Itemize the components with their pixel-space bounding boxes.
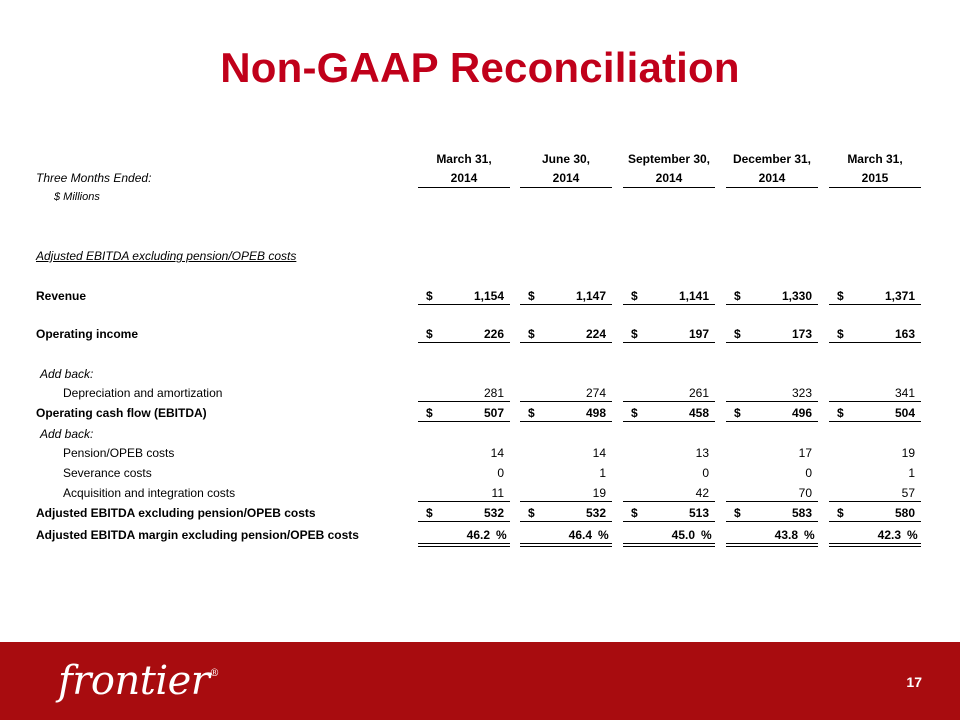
- column-header-line1: June 30,: [541, 152, 591, 166]
- cell-underline: [418, 304, 510, 305]
- table-cell: 57: [901, 486, 915, 500]
- cell-double-underline: [623, 543, 715, 547]
- table-cell: 261: [688, 386, 709, 400]
- currency-symbol: $: [631, 406, 638, 420]
- currency-symbol: $: [426, 406, 433, 420]
- percent-symbol: %: [598, 528, 609, 542]
- table-cell: 580: [894, 506, 915, 520]
- percent-symbol: %: [907, 528, 918, 542]
- currency-symbol: $: [528, 506, 535, 520]
- cell-underline: [623, 401, 715, 402]
- cell-double-underline: [829, 543, 921, 547]
- cell-underline: [829, 342, 921, 343]
- table-cell: 42.3: [877, 528, 901, 542]
- column-header-line1: March 31,: [436, 152, 492, 166]
- cell-double-underline: [520, 543, 612, 547]
- column-header-rule: [829, 187, 921, 188]
- percent-symbol: %: [496, 528, 507, 542]
- cell-double-underline: [726, 543, 818, 547]
- slide-title: Non-GAAP Reconciliation: [220, 44, 740, 91]
- column-header-line1: September 30,: [627, 152, 711, 166]
- cell-underline: [418, 401, 510, 402]
- cell-underline: [418, 421, 510, 422]
- margin-label: Adjusted EBITDA margin excluding pension/OPEB costs: [36, 528, 359, 542]
- table-cell: 226: [483, 327, 504, 341]
- table-cell: 14: [490, 446, 504, 460]
- table-cell: 46.2: [466, 528, 490, 542]
- table-cell: 13: [695, 446, 709, 460]
- table-cell: 45.0: [671, 528, 695, 542]
- currency-symbol: $: [528, 289, 535, 303]
- cell-underline: [726, 501, 818, 502]
- column-header-rule: [418, 187, 510, 188]
- table-cell: 274: [585, 386, 606, 400]
- table-cell: 341: [894, 386, 915, 400]
- cell-underline: [726, 421, 818, 422]
- cell-underline: [418, 501, 510, 502]
- currency-symbol: $: [837, 506, 844, 520]
- cell-underline: [829, 421, 921, 422]
- table-cell: 173: [791, 327, 812, 341]
- cell-underline: [829, 401, 921, 402]
- depreciation-label: Depreciation and amortization: [63, 386, 223, 400]
- cell-underline: [623, 501, 715, 502]
- currency-symbol: $: [734, 289, 741, 303]
- table-cell: 43.8: [774, 528, 798, 542]
- section-label: Adjusted EBITDA excluding pension/OPEB costs: [36, 249, 297, 263]
- cell-underline: [829, 501, 921, 502]
- table-cell: 0: [497, 466, 504, 480]
- currency-symbol: $: [837, 327, 844, 341]
- logo-text: frontier: [58, 658, 210, 704]
- currency-symbol: $: [426, 506, 433, 520]
- table-cell: 17: [798, 446, 812, 460]
- column-header-line2: 2014: [758, 171, 786, 185]
- units-label: $ Millions: [54, 191, 100, 203]
- adj-ebitda-label: Adjusted EBITDA excluding pension/OPEB costs: [36, 506, 316, 520]
- registered-mark: ®: [209, 668, 219, 679]
- currency-symbol: $: [528, 327, 535, 341]
- cell-double-underline: [418, 543, 510, 547]
- table-cell: 504: [894, 406, 915, 420]
- column-header-line1: December 31,: [732, 152, 812, 166]
- operating-income-label: Operating income: [36, 327, 139, 341]
- table-cell: 197: [688, 327, 709, 341]
- table-cell: 532: [585, 506, 606, 520]
- cell-underline: [623, 342, 715, 343]
- cell-underline: [418, 521, 510, 522]
- table-cell: 70: [798, 486, 812, 500]
- footer-bar: [0, 642, 960, 720]
- cell-underline: [623, 521, 715, 522]
- table-cell: 1,330: [781, 289, 812, 303]
- currency-symbol: $: [631, 327, 638, 341]
- table-cell: 11: [491, 486, 504, 500]
- cell-underline: [726, 304, 818, 305]
- currency-symbol: $: [734, 506, 741, 520]
- percent-symbol: %: [804, 528, 815, 542]
- table-cell: 42: [695, 486, 709, 500]
- table-cell: 458: [688, 406, 709, 420]
- add-back-label: Add back:: [40, 367, 94, 381]
- table-cell: 583: [791, 506, 812, 520]
- currency-symbol: $: [426, 327, 433, 341]
- table-cell: 1,371: [884, 289, 915, 303]
- table-cell: 281: [483, 386, 504, 400]
- add-back-label: Add back:: [40, 427, 94, 441]
- acquisition-label: Acquisition and integration costs: [63, 486, 236, 500]
- column-header-rule: [623, 187, 715, 188]
- frontier-logo: [58, 658, 219, 704]
- currency-symbol: $: [734, 327, 741, 341]
- table-cell: 1: [599, 466, 606, 480]
- table-cell: 1,154: [473, 289, 504, 303]
- cell-underline: [829, 304, 921, 305]
- cell-underline: [520, 304, 612, 305]
- column-header-rule: [726, 187, 818, 188]
- table-cell: 14: [592, 446, 606, 460]
- table-cell: 323: [791, 386, 812, 400]
- table-cell: 513: [688, 506, 709, 520]
- table-cell: 19: [901, 446, 915, 460]
- column-header-line2: 2014: [450, 171, 478, 185]
- table-cell: 0: [702, 466, 709, 480]
- period-label: Three Months Ended:: [36, 171, 152, 185]
- cell-underline: [418, 342, 510, 343]
- table-cell: 163: [894, 327, 915, 341]
- cell-underline: [520, 421, 612, 422]
- currency-symbol: $: [426, 289, 433, 303]
- revenue-label: Revenue: [36, 289, 87, 303]
- table-cell: 1,141: [678, 289, 709, 303]
- cell-underline: [520, 342, 612, 343]
- severance-label: Severance costs: [63, 466, 152, 480]
- cell-underline: [726, 342, 818, 343]
- cell-underline: [726, 521, 818, 522]
- currency-symbol: $: [528, 406, 535, 420]
- table-cell: 532: [483, 506, 504, 520]
- ebitda-label: Operating cash flow (EBITDA): [36, 406, 207, 420]
- cell-underline: [520, 521, 612, 522]
- table-cell: 46.4: [568, 528, 592, 542]
- table-cell: 507: [483, 406, 504, 420]
- cell-underline: [623, 421, 715, 422]
- table-cell: 19: [592, 486, 606, 500]
- column-header-line1: March 31,: [847, 152, 903, 166]
- currency-symbol: $: [734, 406, 741, 420]
- page-number: 17: [906, 674, 922, 690]
- table-cell: 1,147: [575, 289, 606, 303]
- column-header-line2: 2014: [655, 171, 683, 185]
- pension-label: Pension/OPEB costs: [63, 446, 175, 460]
- column-header-line2: 2015: [861, 171, 889, 185]
- cell-underline: [520, 401, 612, 402]
- table-cell: 224: [585, 327, 606, 341]
- table-cell: 498: [585, 406, 606, 420]
- cell-underline: [623, 304, 715, 305]
- cell-underline: [726, 401, 818, 402]
- column-header-line2: 2014: [552, 171, 580, 185]
- cell-underline: [520, 501, 612, 502]
- cell-underline: [829, 521, 921, 522]
- currency-symbol: $: [837, 289, 844, 303]
- percent-symbol: %: [701, 528, 712, 542]
- table-cell: 1: [908, 466, 915, 480]
- currency-symbol: $: [631, 289, 638, 303]
- currency-symbol: $: [631, 506, 638, 520]
- column-header-rule: [520, 187, 612, 188]
- currency-symbol: $: [837, 406, 844, 420]
- table-cell: 0: [805, 466, 812, 480]
- table-cell: 496: [791, 406, 812, 420]
